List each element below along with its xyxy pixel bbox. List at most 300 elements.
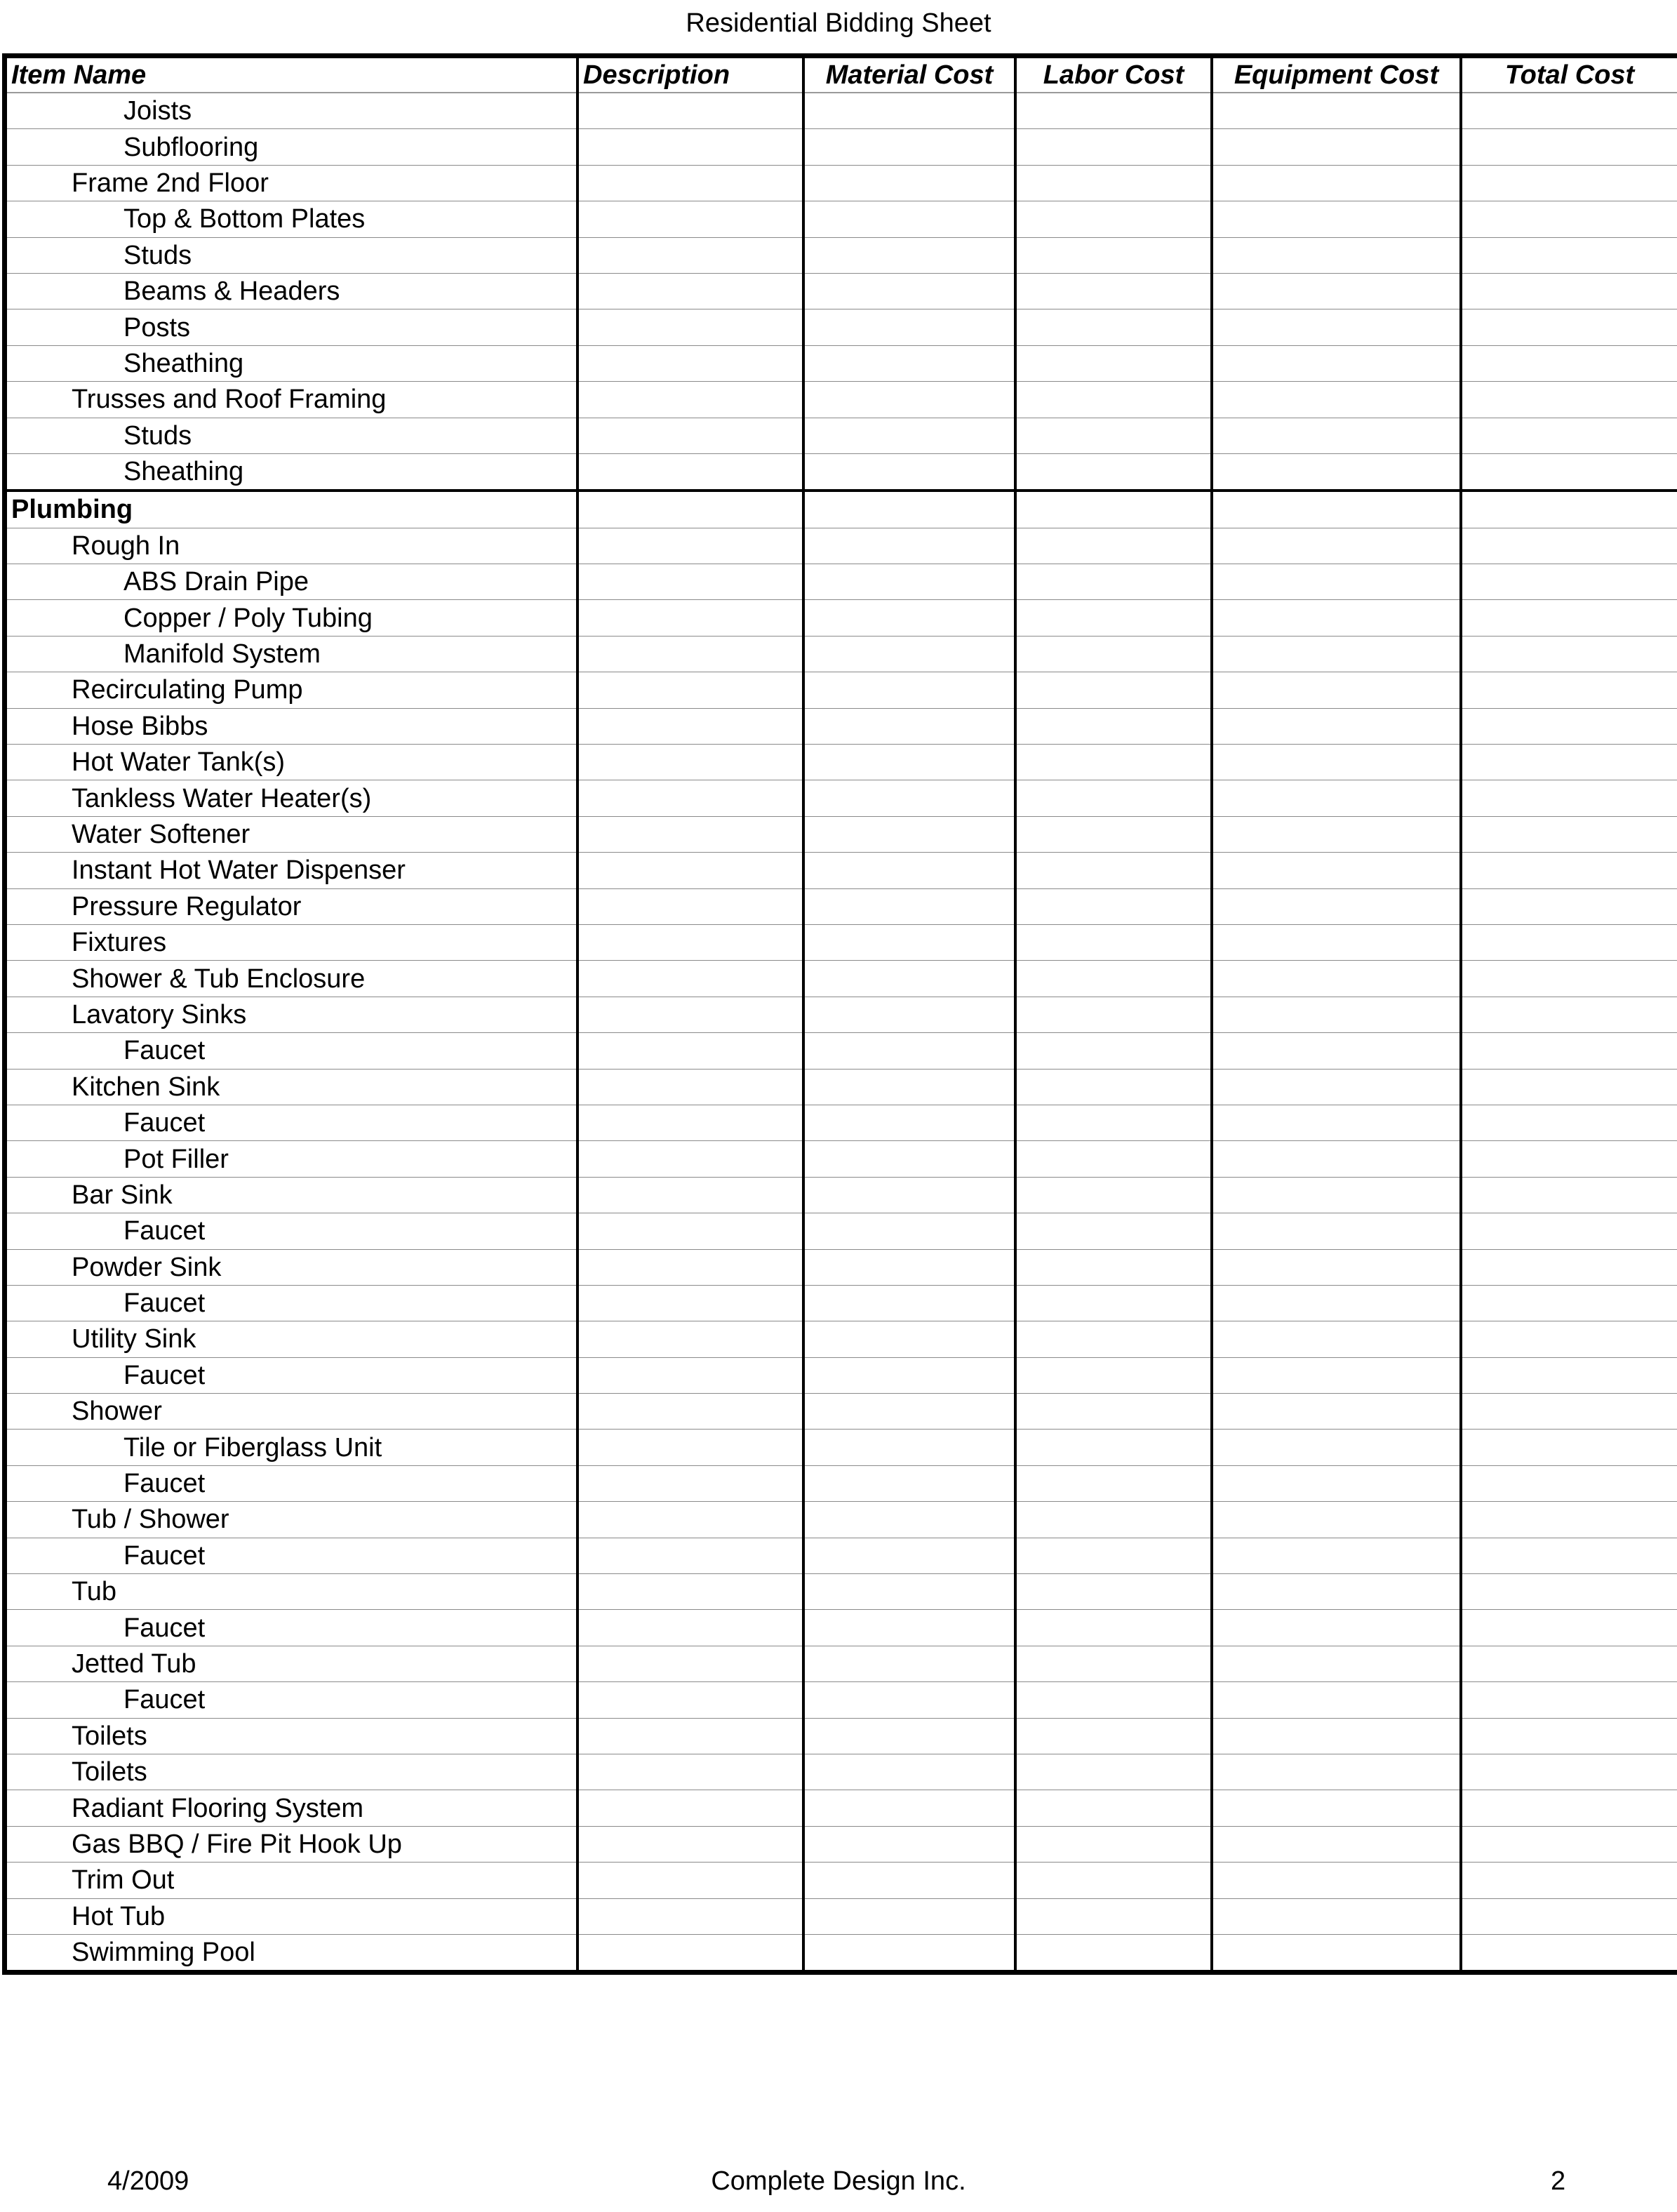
- labor-cost-cell[interactable]: [1015, 1213, 1212, 1249]
- total-cost-cell[interactable]: [1461, 1213, 1677, 1249]
- equipment-cost-cell[interactable]: [1212, 1357, 1461, 1393]
- total-cost-cell[interactable]: [1461, 564, 1677, 600]
- material-cost-cell[interactable]: [803, 1357, 1015, 1393]
- description-cell[interactable]: [577, 1394, 803, 1430]
- description-cell[interactable]: [577, 1754, 803, 1790]
- total-cost-cell[interactable]: [1461, 1069, 1677, 1105]
- labor-cost-cell[interactable]: [1015, 273, 1212, 309]
- item-name-cell[interactable]: [7, 453, 577, 491]
- description-cell[interactable]: [577, 1718, 803, 1754]
- labor-cost-cell[interactable]: [1015, 201, 1212, 237]
- description-cell[interactable]: [577, 93, 803, 129]
- total-cost-cell[interactable]: [1461, 745, 1677, 780]
- equipment-cost-cell[interactable]: [1212, 1934, 1461, 1970]
- labor-cost-cell[interactable]: [1015, 672, 1212, 708]
- description-cell[interactable]: [577, 924, 803, 960]
- equipment-cost-cell[interactable]: [1212, 165, 1461, 201]
- equipment-cost-cell[interactable]: [1212, 1321, 1461, 1357]
- labor-cost-cell[interactable]: [1015, 1357, 1212, 1393]
- total-cost-cell[interactable]: [1461, 600, 1677, 636]
- item-name-cell[interactable]: [7, 1682, 577, 1718]
- equipment-cost-cell[interactable]: [1212, 1177, 1461, 1213]
- equipment-cost-cell[interactable]: [1212, 997, 1461, 1032]
- equipment-cost-cell[interactable]: [1212, 382, 1461, 418]
- material-cost-cell[interactable]: [803, 1430, 1015, 1465]
- total-cost-cell[interactable]: [1461, 961, 1677, 997]
- total-cost-cell[interactable]: [1461, 888, 1677, 924]
- total-cost-cell[interactable]: [1461, 1934, 1677, 1970]
- description-cell[interactable]: [577, 273, 803, 309]
- equipment-cost-cell[interactable]: [1212, 853, 1461, 888]
- total-cost-cell[interactable]: [1461, 1754, 1677, 1790]
- description-cell[interactable]: [577, 780, 803, 816]
- item-name-cell[interactable]: [7, 1934, 577, 1970]
- item-name-cell[interactable]: [7, 345, 577, 381]
- material-cost-cell[interactable]: [803, 1863, 1015, 1898]
- total-cost-cell[interactable]: [1461, 1863, 1677, 1898]
- total-cost-cell[interactable]: [1461, 273, 1677, 309]
- material-cost-cell[interactable]: [803, 418, 1015, 453]
- material-cost-cell[interactable]: [803, 1502, 1015, 1538]
- labor-cost-cell[interactable]: [1015, 1105, 1212, 1140]
- material-cost-cell[interactable]: [803, 491, 1015, 528]
- item-name-cell[interactable]: [7, 491, 577, 528]
- equipment-cost-cell[interactable]: [1212, 1033, 1461, 1069]
- labor-cost-cell[interactable]: [1015, 997, 1212, 1032]
- total-cost-cell[interactable]: [1461, 1033, 1677, 1069]
- labor-cost-cell[interactable]: [1015, 1465, 1212, 1501]
- material-cost-cell[interactable]: [803, 345, 1015, 381]
- labor-cost-cell[interactable]: [1015, 1249, 1212, 1285]
- labor-cost-cell[interactable]: [1015, 1718, 1212, 1754]
- description-cell[interactable]: [577, 453, 803, 491]
- description-cell[interactable]: [577, 528, 803, 564]
- material-cost-cell[interactable]: [803, 816, 1015, 852]
- labor-cost-cell[interactable]: [1015, 382, 1212, 418]
- labor-cost-cell[interactable]: [1015, 1754, 1212, 1790]
- total-cost-cell[interactable]: [1461, 528, 1677, 564]
- description-cell[interactable]: [577, 129, 803, 165]
- description-cell[interactable]: [577, 1321, 803, 1357]
- item-name-cell[interactable]: [7, 237, 577, 273]
- total-cost-cell[interactable]: [1461, 453, 1677, 491]
- material-cost-cell[interactable]: [803, 165, 1015, 201]
- material-cost-cell[interactable]: [803, 853, 1015, 888]
- item-name-cell[interactable]: [7, 888, 577, 924]
- description-cell[interactable]: [577, 382, 803, 418]
- equipment-cost-cell[interactable]: [1212, 418, 1461, 453]
- item-name-cell[interactable]: [7, 1790, 577, 1826]
- description-cell[interactable]: [577, 1141, 803, 1177]
- description-cell[interactable]: [577, 1610, 803, 1646]
- equipment-cost-cell[interactable]: [1212, 1141, 1461, 1177]
- total-cost-cell[interactable]: [1461, 997, 1677, 1032]
- material-cost-cell[interactable]: [803, 888, 1015, 924]
- item-name-cell[interactable]: [7, 1502, 577, 1538]
- item-name-cell[interactable]: [7, 1285, 577, 1321]
- labor-cost-cell[interactable]: [1015, 1141, 1212, 1177]
- description-cell[interactable]: [577, 1646, 803, 1681]
- total-cost-cell[interactable]: [1461, 636, 1677, 672]
- item-name-cell[interactable]: [7, 93, 577, 129]
- item-name-cell[interactable]: [7, 745, 577, 780]
- equipment-cost-cell[interactable]: [1212, 1898, 1461, 1934]
- labor-cost-cell[interactable]: [1015, 924, 1212, 960]
- equipment-cost-cell[interactable]: [1212, 309, 1461, 345]
- total-cost-cell[interactable]: [1461, 93, 1677, 129]
- equipment-cost-cell[interactable]: [1212, 93, 1461, 129]
- material-cost-cell[interactable]: [803, 1141, 1015, 1177]
- item-name-cell[interactable]: [7, 924, 577, 960]
- equipment-cost-cell[interactable]: [1212, 1430, 1461, 1465]
- item-name-cell[interactable]: [7, 816, 577, 852]
- labor-cost-cell[interactable]: [1015, 780, 1212, 816]
- total-cost-cell[interactable]: [1461, 672, 1677, 708]
- item-name-cell[interactable]: [7, 1538, 577, 1573]
- equipment-cost-cell[interactable]: [1212, 1538, 1461, 1573]
- total-cost-cell[interactable]: [1461, 1646, 1677, 1681]
- labor-cost-cell[interactable]: [1015, 1321, 1212, 1357]
- labor-cost-cell[interactable]: [1015, 853, 1212, 888]
- item-name-cell[interactable]: [7, 961, 577, 997]
- equipment-cost-cell[interactable]: [1212, 1863, 1461, 1898]
- labor-cost-cell[interactable]: [1015, 345, 1212, 381]
- labor-cost-cell[interactable]: [1015, 453, 1212, 491]
- item-name-cell[interactable]: [7, 1213, 577, 1249]
- material-cost-cell[interactable]: [803, 273, 1015, 309]
- item-name-cell[interactable]: [7, 165, 577, 201]
- equipment-cost-cell[interactable]: [1212, 816, 1461, 852]
- total-cost-cell[interactable]: [1461, 1790, 1677, 1826]
- material-cost-cell[interactable]: [803, 201, 1015, 237]
- description-cell[interactable]: [577, 1285, 803, 1321]
- material-cost-cell[interactable]: [803, 1033, 1015, 1069]
- item-name-cell[interactable]: [7, 1430, 577, 1465]
- material-cost-cell[interactable]: [803, 1646, 1015, 1681]
- material-cost-cell[interactable]: [803, 1177, 1015, 1213]
- description-cell[interactable]: [577, 1357, 803, 1393]
- material-cost-cell[interactable]: [803, 1574, 1015, 1610]
- description-cell[interactable]: [577, 1465, 803, 1501]
- description-cell[interactable]: [577, 345, 803, 381]
- material-cost-cell[interactable]: [803, 1321, 1015, 1357]
- item-name-cell[interactable]: [7, 780, 577, 816]
- material-cost-cell[interactable]: [803, 961, 1015, 997]
- item-name-cell[interactable]: [7, 1898, 577, 1934]
- equipment-cost-cell[interactable]: [1212, 780, 1461, 816]
- labor-cost-cell[interactable]: [1015, 1394, 1212, 1430]
- equipment-cost-cell[interactable]: [1212, 129, 1461, 165]
- total-cost-cell[interactable]: [1461, 924, 1677, 960]
- total-cost-cell[interactable]: [1461, 1465, 1677, 1501]
- labor-cost-cell[interactable]: [1015, 309, 1212, 345]
- item-name-cell[interactable]: [7, 672, 577, 708]
- labor-cost-cell[interactable]: [1015, 1826, 1212, 1862]
- material-cost-cell[interactable]: [803, 780, 1015, 816]
- item-name-cell[interactable]: [7, 309, 577, 345]
- total-cost-cell[interactable]: [1461, 129, 1677, 165]
- description-cell[interactable]: [577, 600, 803, 636]
- total-cost-cell[interactable]: [1461, 1538, 1677, 1573]
- item-name-cell[interactable]: [7, 1465, 577, 1501]
- total-cost-cell[interactable]: [1461, 1177, 1677, 1213]
- labor-cost-cell[interactable]: [1015, 888, 1212, 924]
- description-cell[interactable]: [577, 1105, 803, 1140]
- equipment-cost-cell[interactable]: [1212, 1465, 1461, 1501]
- equipment-cost-cell[interactable]: [1212, 1249, 1461, 1285]
- total-cost-cell[interactable]: [1461, 1718, 1677, 1754]
- description-cell[interactable]: [577, 1069, 803, 1105]
- total-cost-cell[interactable]: [1461, 1610, 1677, 1646]
- total-cost-cell[interactable]: [1461, 309, 1677, 345]
- material-cost-cell[interactable]: [803, 382, 1015, 418]
- description-cell[interactable]: [577, 888, 803, 924]
- labor-cost-cell[interactable]: [1015, 1069, 1212, 1105]
- total-cost-cell[interactable]: [1461, 1502, 1677, 1538]
- description-cell[interactable]: [577, 816, 803, 852]
- labor-cost-cell[interactable]: [1015, 1863, 1212, 1898]
- description-cell[interactable]: [577, 745, 803, 780]
- total-cost-cell[interactable]: [1461, 1141, 1677, 1177]
- equipment-cost-cell[interactable]: [1212, 708, 1461, 744]
- material-cost-cell[interactable]: [803, 997, 1015, 1032]
- equipment-cost-cell[interactable]: [1212, 201, 1461, 237]
- material-cost-cell[interactable]: [803, 745, 1015, 780]
- equipment-cost-cell[interactable]: [1212, 888, 1461, 924]
- labor-cost-cell[interactable]: [1015, 961, 1212, 997]
- material-cost-cell[interactable]: [803, 129, 1015, 165]
- total-cost-cell[interactable]: [1461, 345, 1677, 381]
- total-cost-cell[interactable]: [1461, 237, 1677, 273]
- description-cell[interactable]: [577, 309, 803, 345]
- item-name-cell[interactable]: [7, 1826, 577, 1862]
- material-cost-cell[interactable]: [803, 600, 1015, 636]
- item-name-cell[interactable]: [7, 564, 577, 600]
- item-name-cell[interactable]: [7, 1357, 577, 1393]
- labor-cost-cell[interactable]: [1015, 528, 1212, 564]
- item-name-cell[interactable]: [7, 997, 577, 1032]
- material-cost-cell[interactable]: [803, 708, 1015, 744]
- labor-cost-cell[interactable]: [1015, 1934, 1212, 1970]
- item-name-cell[interactable]: [7, 636, 577, 672]
- labor-cost-cell[interactable]: [1015, 708, 1212, 744]
- equipment-cost-cell[interactable]: [1212, 273, 1461, 309]
- total-cost-cell[interactable]: [1461, 708, 1677, 744]
- material-cost-cell[interactable]: [803, 1249, 1015, 1285]
- item-name-cell[interactable]: [7, 418, 577, 453]
- item-name-cell[interactable]: [7, 273, 577, 309]
- item-name-cell[interactable]: [7, 1646, 577, 1681]
- equipment-cost-cell[interactable]: [1212, 1826, 1461, 1862]
- total-cost-cell[interactable]: [1461, 1574, 1677, 1610]
- labor-cost-cell[interactable]: [1015, 1033, 1212, 1069]
- equipment-cost-cell[interactable]: [1212, 1502, 1461, 1538]
- material-cost-cell[interactable]: [803, 1718, 1015, 1754]
- item-name-cell[interactable]: [7, 1069, 577, 1105]
- equipment-cost-cell[interactable]: [1212, 1790, 1461, 1826]
- total-cost-cell[interactable]: [1461, 816, 1677, 852]
- material-cost-cell[interactable]: [803, 1394, 1015, 1430]
- labor-cost-cell[interactable]: [1015, 237, 1212, 273]
- description-cell[interactable]: [577, 1898, 803, 1934]
- material-cost-cell[interactable]: [803, 93, 1015, 129]
- labor-cost-cell[interactable]: [1015, 564, 1212, 600]
- item-name-cell[interactable]: [7, 1033, 577, 1069]
- total-cost-cell[interactable]: [1461, 1357, 1677, 1393]
- labor-cost-cell[interactable]: [1015, 1790, 1212, 1826]
- description-cell[interactable]: [577, 564, 803, 600]
- description-cell[interactable]: [577, 1430, 803, 1465]
- equipment-cost-cell[interactable]: [1212, 1105, 1461, 1140]
- item-name-cell[interactable]: [7, 1754, 577, 1790]
- labor-cost-cell[interactable]: [1015, 745, 1212, 780]
- description-cell[interactable]: [577, 1574, 803, 1610]
- item-name-cell[interactable]: [7, 600, 577, 636]
- material-cost-cell[interactable]: [803, 237, 1015, 273]
- equipment-cost-cell[interactable]: [1212, 237, 1461, 273]
- description-cell[interactable]: [577, 636, 803, 672]
- equipment-cost-cell[interactable]: [1212, 1646, 1461, 1681]
- labor-cost-cell[interactable]: [1015, 1538, 1212, 1573]
- labor-cost-cell[interactable]: [1015, 600, 1212, 636]
- description-cell[interactable]: [577, 1502, 803, 1538]
- equipment-cost-cell[interactable]: [1212, 672, 1461, 708]
- description-cell[interactable]: [577, 1826, 803, 1862]
- description-cell[interactable]: [577, 1790, 803, 1826]
- total-cost-cell[interactable]: [1461, 1285, 1677, 1321]
- labor-cost-cell[interactable]: [1015, 1610, 1212, 1646]
- material-cost-cell[interactable]: [803, 1213, 1015, 1249]
- item-name-cell[interactable]: [7, 1718, 577, 1754]
- material-cost-cell[interactable]: [803, 1465, 1015, 1501]
- equipment-cost-cell[interactable]: [1212, 1754, 1461, 1790]
- description-cell[interactable]: [577, 1682, 803, 1718]
- labor-cost-cell[interactable]: [1015, 816, 1212, 852]
- material-cost-cell[interactable]: [803, 1285, 1015, 1321]
- material-cost-cell[interactable]: [803, 1682, 1015, 1718]
- equipment-cost-cell[interactable]: [1212, 564, 1461, 600]
- equipment-cost-cell[interactable]: [1212, 1069, 1461, 1105]
- item-name-cell[interactable]: [7, 1394, 577, 1430]
- description-cell[interactable]: [577, 1033, 803, 1069]
- material-cost-cell[interactable]: [803, 1934, 1015, 1970]
- labor-cost-cell[interactable]: [1015, 491, 1212, 528]
- material-cost-cell[interactable]: [803, 1538, 1015, 1573]
- labor-cost-cell[interactable]: [1015, 1898, 1212, 1934]
- material-cost-cell[interactable]: [803, 672, 1015, 708]
- total-cost-cell[interactable]: [1461, 1394, 1677, 1430]
- total-cost-cell[interactable]: [1461, 382, 1677, 418]
- description-cell[interactable]: [577, 997, 803, 1032]
- item-name-cell[interactable]: [7, 1105, 577, 1140]
- item-name-cell[interactable]: [7, 1177, 577, 1213]
- equipment-cost-cell[interactable]: [1212, 1394, 1461, 1430]
- item-name-cell[interactable]: [7, 129, 577, 165]
- total-cost-cell[interactable]: [1461, 853, 1677, 888]
- material-cost-cell[interactable]: [803, 564, 1015, 600]
- equipment-cost-cell[interactable]: [1212, 345, 1461, 381]
- total-cost-cell[interactable]: [1461, 165, 1677, 201]
- item-name-cell[interactable]: [7, 1321, 577, 1357]
- equipment-cost-cell[interactable]: [1212, 1574, 1461, 1610]
- description-cell[interactable]: [577, 165, 803, 201]
- description-cell[interactable]: [577, 1863, 803, 1898]
- labor-cost-cell[interactable]: [1015, 636, 1212, 672]
- equipment-cost-cell[interactable]: [1212, 1682, 1461, 1718]
- material-cost-cell[interactable]: [803, 1754, 1015, 1790]
- labor-cost-cell[interactable]: [1015, 165, 1212, 201]
- total-cost-cell[interactable]: [1461, 1682, 1677, 1718]
- description-cell[interactable]: [577, 961, 803, 997]
- description-cell[interactable]: [577, 1249, 803, 1285]
- equipment-cost-cell[interactable]: [1212, 1285, 1461, 1321]
- equipment-cost-cell[interactable]: [1212, 528, 1461, 564]
- total-cost-cell[interactable]: [1461, 1826, 1677, 1862]
- description-cell[interactable]: [577, 708, 803, 744]
- description-cell[interactable]: [577, 1177, 803, 1213]
- item-name-cell[interactable]: [7, 1141, 577, 1177]
- labor-cost-cell[interactable]: [1015, 93, 1212, 129]
- description-cell[interactable]: [577, 853, 803, 888]
- equipment-cost-cell[interactable]: [1212, 961, 1461, 997]
- total-cost-cell[interactable]: [1461, 1249, 1677, 1285]
- item-name-cell[interactable]: [7, 1863, 577, 1898]
- description-cell[interactable]: [577, 237, 803, 273]
- labor-cost-cell[interactable]: [1015, 1430, 1212, 1465]
- item-name-cell[interactable]: [7, 1574, 577, 1610]
- labor-cost-cell[interactable]: [1015, 1177, 1212, 1213]
- equipment-cost-cell[interactable]: [1212, 453, 1461, 491]
- item-name-cell[interactable]: [7, 853, 577, 888]
- equipment-cost-cell[interactable]: [1212, 636, 1461, 672]
- material-cost-cell[interactable]: [803, 528, 1015, 564]
- description-cell[interactable]: [577, 1538, 803, 1573]
- description-cell[interactable]: [577, 1213, 803, 1249]
- material-cost-cell[interactable]: [803, 924, 1015, 960]
- total-cost-cell[interactable]: [1461, 418, 1677, 453]
- item-name-cell[interactable]: [7, 1249, 577, 1285]
- labor-cost-cell[interactable]: [1015, 1285, 1212, 1321]
- material-cost-cell[interactable]: [803, 1826, 1015, 1862]
- total-cost-cell[interactable]: [1461, 1898, 1677, 1934]
- material-cost-cell[interactable]: [803, 453, 1015, 491]
- item-name-cell[interactable]: [7, 1610, 577, 1646]
- description-cell[interactable]: [577, 418, 803, 453]
- labor-cost-cell[interactable]: [1015, 1646, 1212, 1681]
- total-cost-cell[interactable]: [1461, 1105, 1677, 1140]
- item-name-cell[interactable]: [7, 382, 577, 418]
- item-name-cell[interactable]: [7, 528, 577, 564]
- material-cost-cell[interactable]: [803, 309, 1015, 345]
- description-cell[interactable]: [577, 491, 803, 528]
- description-cell[interactable]: [577, 1934, 803, 1970]
- equipment-cost-cell[interactable]: [1212, 491, 1461, 528]
- equipment-cost-cell[interactable]: [1212, 1610, 1461, 1646]
- material-cost-cell[interactable]: [803, 1790, 1015, 1826]
- material-cost-cell[interactable]: [803, 636, 1015, 672]
- labor-cost-cell[interactable]: [1015, 1682, 1212, 1718]
- total-cost-cell[interactable]: [1461, 1430, 1677, 1465]
- item-name-cell[interactable]: [7, 201, 577, 237]
- equipment-cost-cell[interactable]: [1212, 924, 1461, 960]
- material-cost-cell[interactable]: [803, 1069, 1015, 1105]
- total-cost-cell[interactable]: [1461, 1321, 1677, 1357]
- material-cost-cell[interactable]: [803, 1610, 1015, 1646]
- material-cost-cell[interactable]: [803, 1898, 1015, 1934]
- equipment-cost-cell[interactable]: [1212, 1213, 1461, 1249]
- description-cell[interactable]: [577, 672, 803, 708]
- labor-cost-cell[interactable]: [1015, 1502, 1212, 1538]
